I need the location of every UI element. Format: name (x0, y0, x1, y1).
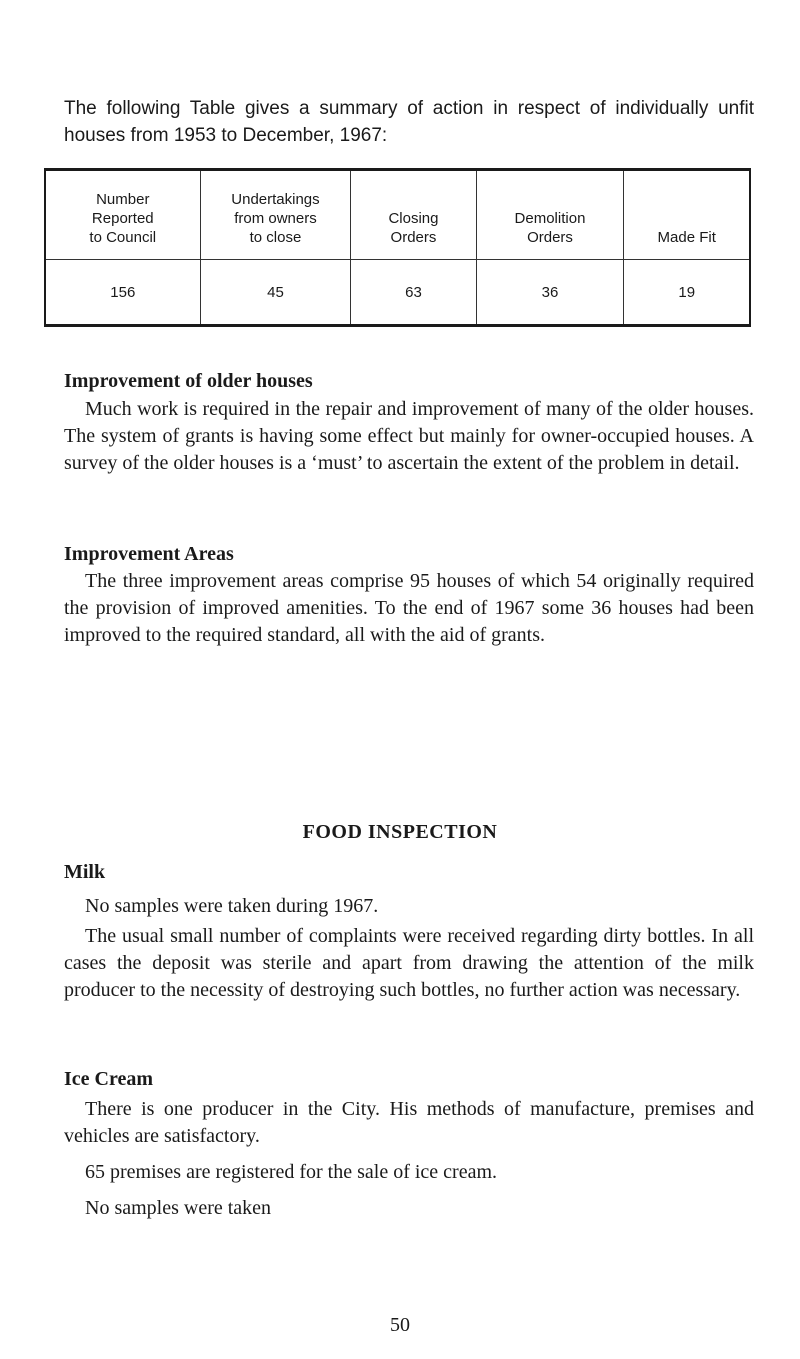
paragraph-improvement-older: Much work is required in the repair and improvement of many of the older houses. The system of grants is having some effect but mainly for owner-occupied houses. A survey of the older houses is a ‘must’ to ascertain the extent of the problem in detail. (64, 398, 754, 474)
cell-closing-orders: 63 (351, 260, 476, 326)
section-heading-food-inspection: FOOD INSPECTION (302, 821, 498, 843)
cell-demolition-orders: 36 (476, 260, 624, 326)
paragraph-milk-samples: No samples were taken during 1967. (85, 895, 379, 917)
page-number: 50 (390, 1314, 410, 1336)
intro-text: The following Table gives a summary of action in respect of individually unfit houses from 1953 to December, 1967: (64, 98, 754, 146)
paragraph-ice-cream-premises: 65 premises are registered for the sale of ice cream. (85, 1161, 498, 1183)
column-header-number-reported: Number Reported to Council (45, 170, 200, 260)
cell-made-fit: 19 (678, 283, 696, 301)
cell-number-reported: 156 (45, 260, 200, 326)
cell-undertakings: 45 (200, 260, 351, 326)
section-heading-milk: Milk (64, 861, 106, 883)
table-row (45, 260, 750, 326)
paragraph-ice-cream-producer: There is one producer in the City. His methods of manufacture, premises and vehicles are satisfactory. (64, 1098, 754, 1147)
column-header-made-fit: Made Fit (624, 170, 750, 260)
paragraph-improvement-areas: The three improvement areas comprise 95 houses of which 54 originally required the provision of improved amenities. To the end of 1967 some 36 houses had been improved to the required standard, all with the aid of grants. (64, 570, 754, 646)
section-heading-improvement-older: Improvement of older houses (64, 370, 313, 392)
paragraph-milk-complaints: The usual small number of complaints were received regarding dirty bottles. In all cases the deposit was sterile and apart from drawing the attention of the milk producer to the necessity of destroying such bottles, no further action was necessary. (64, 925, 754, 1001)
column-header-demolition-orders: Demolition Orders (476, 170, 624, 260)
paragraph-ice-cream-samples: No samples were taken (85, 1197, 272, 1219)
column-header-closing-orders: Closing Orders (351, 170, 476, 260)
table-header-row (45, 170, 750, 260)
unfit-houses-table (44, 168, 751, 327)
column-header-undertakings: Undertakings from owners to close (200, 170, 351, 260)
section-heading-improvement-areas: Improvement Areas (64, 543, 234, 565)
section-heading-ice-cream: Ice Cream (64, 1068, 154, 1090)
